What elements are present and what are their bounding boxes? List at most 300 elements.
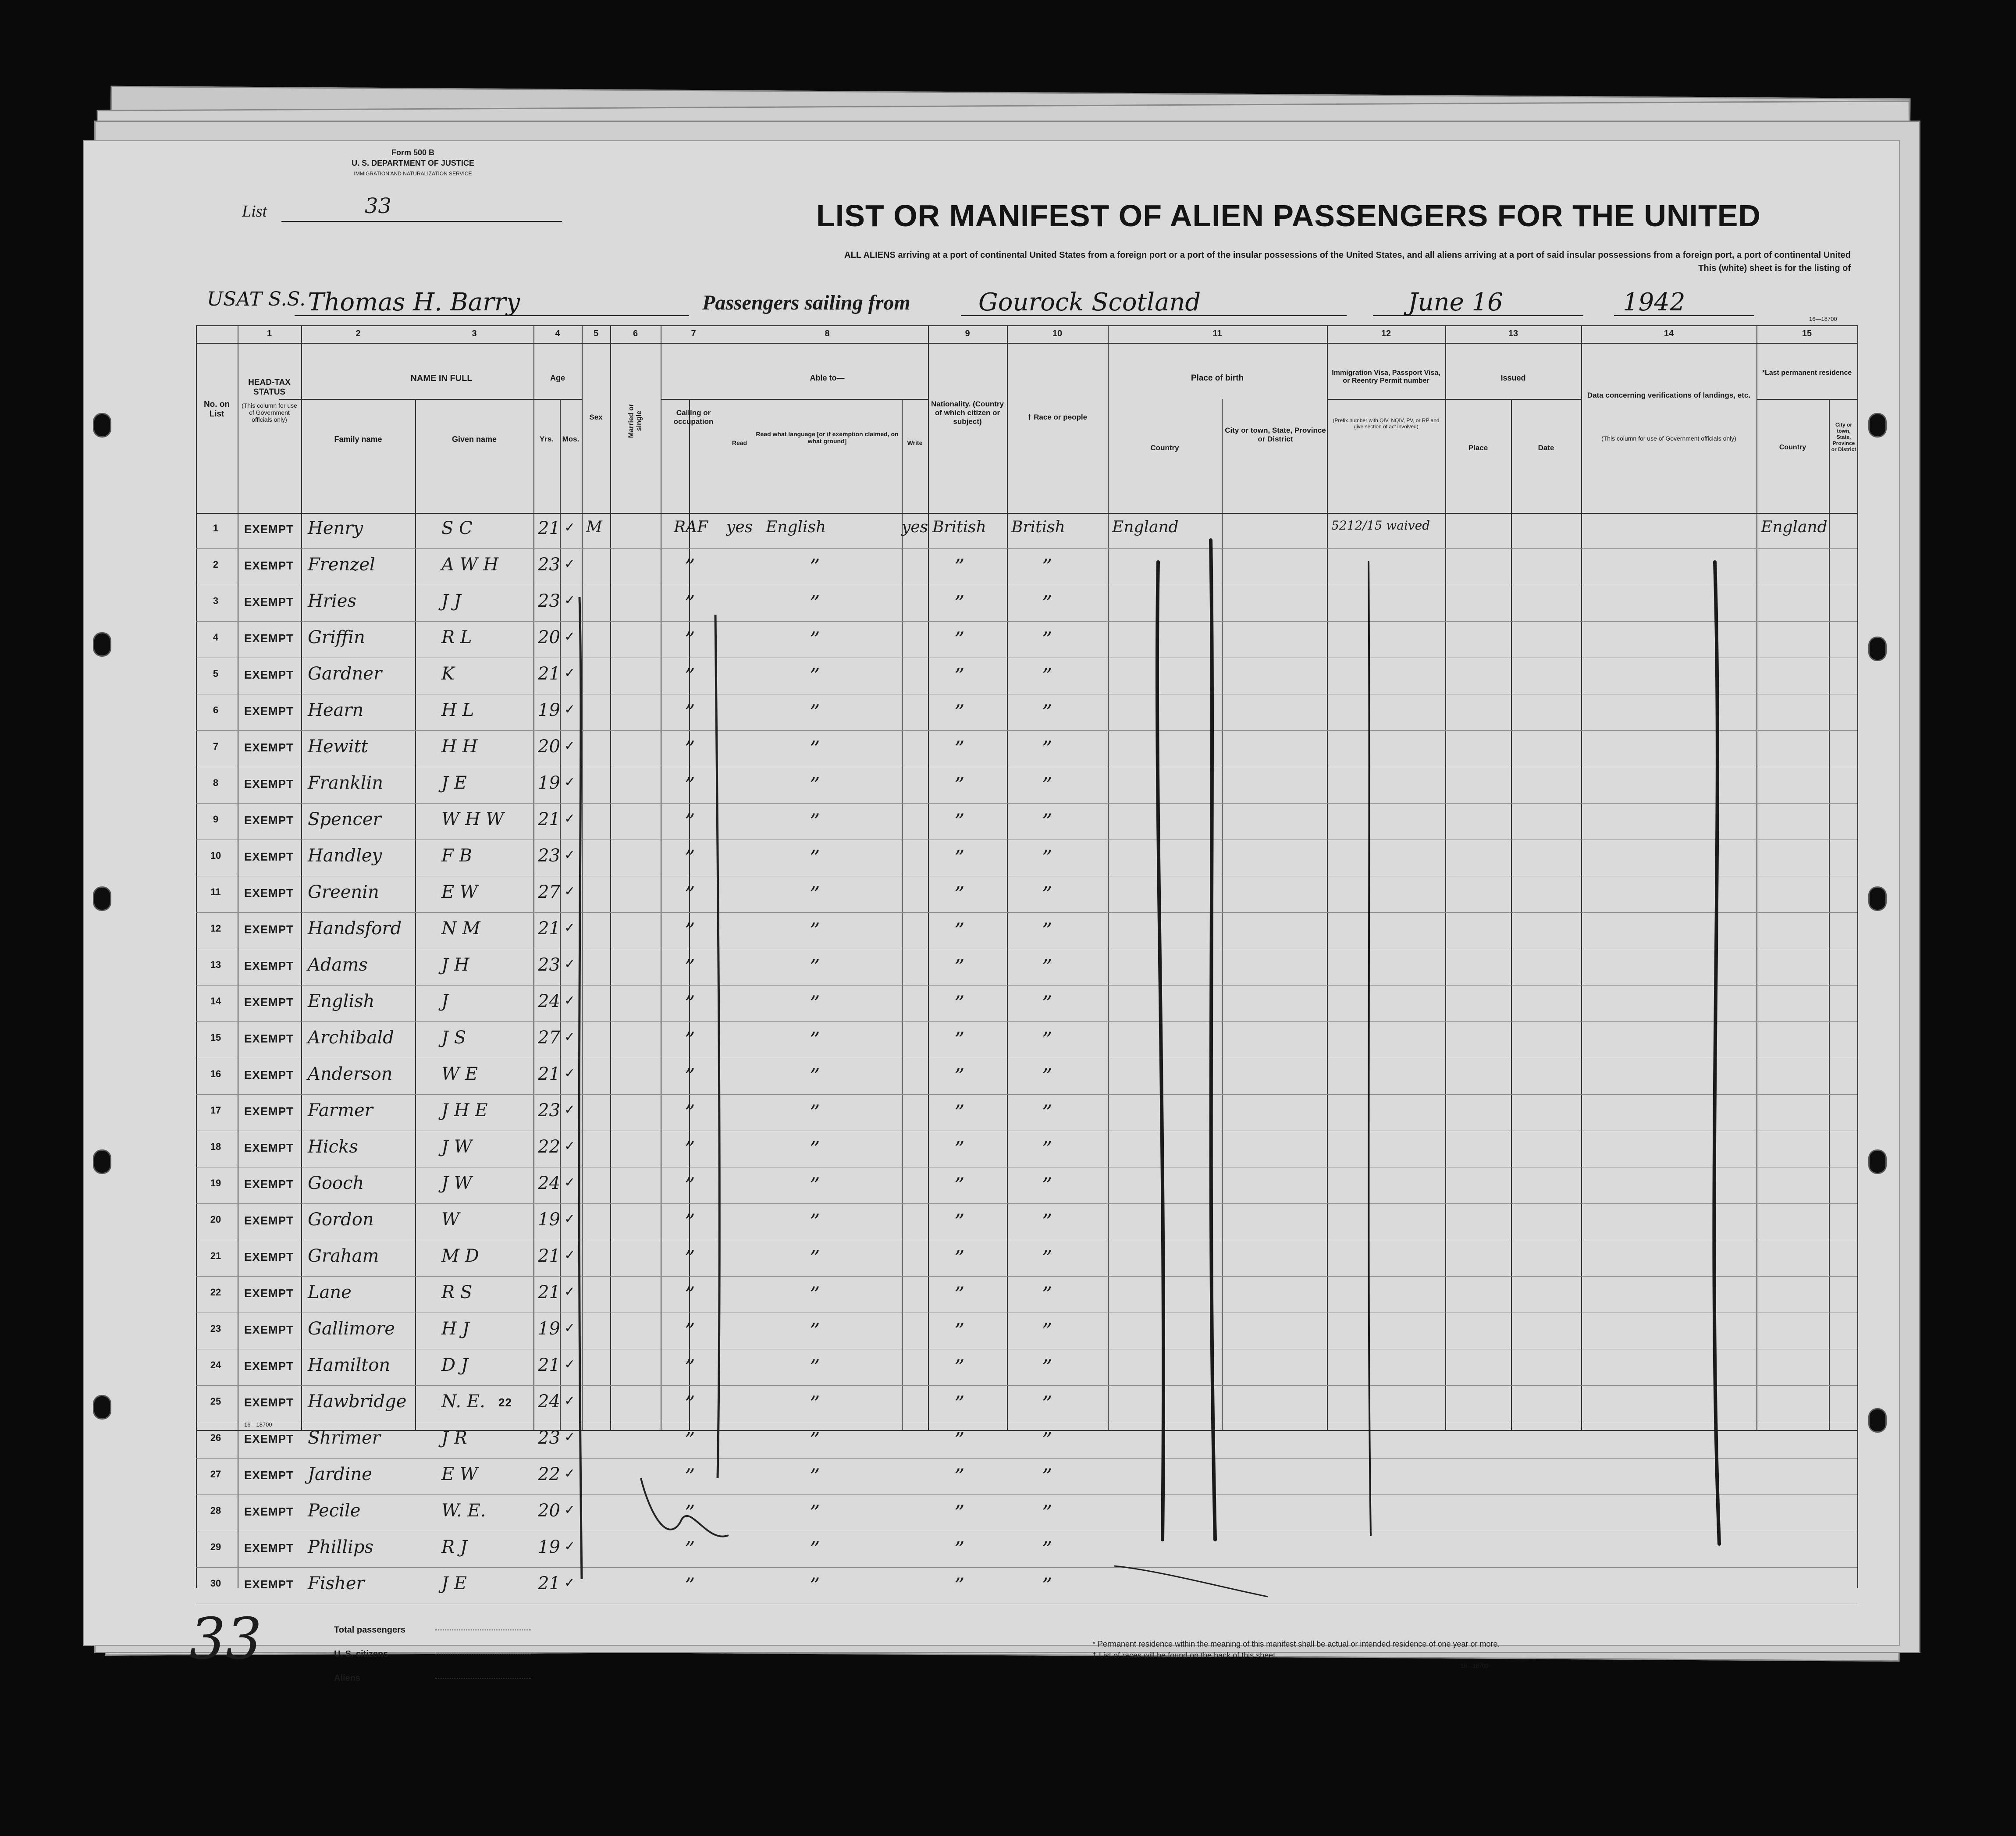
head-tax-status: EXEMPT (244, 1214, 294, 1227)
ditto-mark: ” (1042, 1282, 1052, 1306)
column-number: 5 (593, 329, 599, 338)
header-months: Mos. (562, 435, 580, 443)
column-number: 8 (825, 329, 830, 338)
check-mark-icon: ✓ (564, 593, 576, 608)
ditto-mark: ” (810, 1173, 820, 1197)
header-head-tax-note: (This column for use of Government officials only) (242, 402, 297, 423)
age-years: 19 (538, 700, 560, 720)
given-name: A W H (441, 555, 499, 575)
age-years: 23 (538, 955, 560, 975)
check-mark-icon: ✓ (564, 1320, 576, 1336)
table-row (196, 1204, 1857, 1241)
aliens-label: Aliens (334, 1673, 361, 1683)
ditto-mark: ” (685, 1537, 695, 1561)
family-name: Gardner (308, 664, 382, 684)
family-name: Fisher (308, 1573, 365, 1594)
ditto-mark: ” (1042, 1391, 1052, 1415)
family-name: Frenzel (308, 555, 375, 575)
ditto-mark: ” (1042, 846, 1052, 869)
age-years: 24 (538, 991, 560, 1011)
form-code-top: 16—18700 (1809, 316, 1837, 322)
ditto-mark: ” (685, 737, 695, 760)
ditto-mark: ” (1042, 1355, 1052, 1379)
head-tax-status: EXEMPT (244, 741, 294, 754)
ditto-mark: ” (810, 1573, 820, 1597)
ditto-mark: ” (685, 1573, 695, 1597)
footnote-races: † List of races will be found on the back of this sheet. (1092, 1651, 1278, 1660)
head-tax-status: EXEMPT (244, 923, 294, 936)
ditto-mark: ” (685, 809, 695, 833)
family-name: Handley (308, 846, 382, 866)
given-name: J E (441, 773, 467, 793)
ditto-mark: ” (685, 1064, 695, 1088)
ditto-mark: ” (954, 591, 965, 615)
head-tax-status: EXEMPT (244, 1287, 294, 1300)
ditto-mark: ” (1042, 627, 1052, 651)
age-years: 23 (538, 591, 560, 611)
ditto-mark: ” (685, 1210, 695, 1233)
race: British (1011, 518, 1065, 536)
table-row (196, 804, 1857, 840)
check-mark-icon: ✓ (564, 702, 576, 717)
footnote-residence: * Permanent residence within the meaning of this manifest shall be actual or intended residence of one year or more. (1092, 1640, 1500, 1648)
given-name: J W (441, 1173, 472, 1193)
check-mark-icon: ✓ (564, 957, 576, 972)
given-name: J S (441, 1028, 466, 1048)
ditto-mark: ” (810, 1391, 820, 1415)
row-number: 22 (210, 1287, 221, 1298)
subtitle-line-1: ALL ALIENS arriving at a port of continental United States from a foreign port or a port of the insular possessions of the United States, and all aliens arriving at a port of said insular possessions from a foreign port, a port of continental United (844, 250, 1851, 260)
ditto-mark: ” (1042, 1537, 1052, 1561)
family-name: Gordon (308, 1210, 374, 1230)
age-years: 21 (538, 918, 560, 939)
ditto-mark: ” (954, 1391, 965, 1415)
ditto-mark: ” (954, 555, 965, 578)
row-number: 2 (213, 559, 219, 570)
family-name: Hearn (308, 700, 364, 720)
ditto-mark: ” (810, 991, 820, 1015)
table-row (196, 1386, 1857, 1423)
family-name: Hamilton (308, 1355, 391, 1375)
list-underline (281, 221, 562, 222)
total-passengers-label: Total passengers (334, 1625, 406, 1635)
table-row (196, 1495, 1857, 1532)
handwritten-total: 33 (189, 1605, 262, 1672)
ditto-mark: ” (810, 1137, 820, 1160)
row-annotation: 22 (498, 1396, 512, 1409)
given-name: J E (441, 1573, 467, 1594)
age-years: 23 (538, 1100, 560, 1121)
row-number: 8 (213, 777, 219, 788)
ship-name: Thomas H. Barry (308, 288, 520, 317)
table-row (196, 1423, 1857, 1459)
list-number: 33 (365, 194, 392, 218)
table-row (196, 1131, 1857, 1168)
header-head-tax: HEAD-TAX STATUS (248, 378, 291, 397)
ditto-mark: ” (954, 1028, 965, 1051)
ditto-mark: ” (954, 846, 965, 869)
age-years: 23 (538, 1428, 560, 1448)
header-birth-city: City or town, State, Province or District (1225, 426, 1326, 443)
ditto-mark: ” (954, 1210, 965, 1233)
ditto-mark: ” (1042, 555, 1052, 578)
check-mark-icon: ✓ (564, 1175, 576, 1190)
form-department: U. S. DEPARTMENT OF JUSTICE (352, 159, 474, 167)
age-years: 19 (538, 1210, 560, 1230)
row-number: 18 (210, 1141, 221, 1152)
row-number: 25 (210, 1396, 221, 1407)
ditto-mark: ” (685, 773, 695, 797)
row-number: 7 (213, 741, 219, 752)
family-name: Pecile (308, 1501, 361, 1521)
check-mark-icon: ✓ (564, 665, 576, 681)
head-tax-status: EXEMPT (244, 1432, 294, 1445)
age-years: 21 (538, 664, 560, 684)
table-row (196, 513, 1857, 549)
manifest-sheet (83, 140, 1900, 1683)
row-number: 1 (213, 523, 219, 534)
ditto-mark: ” (954, 773, 965, 797)
header-calling: Calling or occupation (673, 409, 714, 426)
header-given-name: Given name (452, 435, 497, 444)
head-tax-status: EXEMPT (244, 523, 294, 536)
ditto-mark: ” (1042, 1464, 1052, 1488)
given-name: R J (441, 1537, 467, 1557)
ditto-mark: ” (954, 1246, 965, 1270)
column-number: 11 (1212, 329, 1222, 338)
family-name: Anderson (308, 1064, 393, 1084)
ditto-mark: ” (810, 1028, 820, 1051)
row-number: 26 (210, 1432, 221, 1443)
check-mark-icon: ✓ (564, 1248, 576, 1263)
ditto-mark: ” (810, 918, 820, 942)
row-number: 4 (213, 632, 219, 643)
check-mark-icon: ✓ (564, 1139, 576, 1154)
column-number: 13 (1508, 329, 1518, 338)
table-row (196, 549, 1857, 586)
ditto-mark: ” (810, 882, 820, 906)
head-tax-status: EXEMPT (244, 559, 294, 572)
form-code-footer: 16—18700 (1461, 1662, 1489, 1669)
age-years: 21 (538, 518, 560, 538)
row-number: 16 (210, 1068, 221, 1079)
row-number: 30 (210, 1578, 221, 1589)
given-name: W. E. (441, 1501, 486, 1521)
table-row (196, 1022, 1857, 1059)
row-number: 9 (213, 814, 219, 825)
ditto-mark: ” (685, 1137, 695, 1160)
departure-date: June 16 (1408, 288, 1503, 317)
ditto-mark: ” (1042, 1210, 1052, 1233)
row-number: 10 (210, 850, 221, 861)
header-write: Write (907, 439, 923, 446)
family-name: Hewitt (308, 737, 368, 757)
family-name: Handsford (308, 918, 402, 939)
row-number: 12 (210, 923, 221, 934)
head-tax-status: EXEMPT (244, 668, 294, 681)
given-name: S C (441, 518, 473, 538)
row-number: 6 (213, 705, 219, 715)
header-sex: Sex (589, 413, 603, 421)
check-mark-icon: ✓ (564, 920, 576, 936)
given-name: J (441, 991, 449, 1011)
ditto-mark: ” (685, 882, 695, 906)
family-name: Hawbridge (308, 1391, 407, 1412)
ditto-mark: ” (1042, 1100, 1052, 1124)
family-name: Henry (308, 518, 363, 538)
occupation: RAF (674, 518, 708, 536)
given-name: K (441, 664, 455, 684)
ditto-mark: ” (685, 1464, 695, 1488)
header-able-to: Able to— (810, 374, 845, 382)
ditto-mark: ” (810, 591, 820, 615)
head-tax-status: EXEMPT (244, 1032, 294, 1045)
check-mark-icon: ✓ (564, 1029, 576, 1045)
form-service: IMMIGRATION AND NATURALIZATION SERVICE (354, 171, 472, 177)
head-tax-status: EXEMPT (244, 632, 294, 645)
given-name: W H W (441, 809, 504, 829)
head-tax-status: EXEMPT (244, 1250, 294, 1263)
ditto-mark: ” (954, 627, 965, 651)
column-number: 7 (691, 329, 696, 338)
age-years: 20 (538, 627, 560, 648)
read: yes (726, 518, 753, 536)
form-code-bottom: 16—18700 (244, 1421, 272, 1428)
head-tax-status: EXEMPT (244, 1469, 294, 1482)
check-mark-icon: ✓ (564, 738, 576, 754)
ditto-mark: ” (954, 955, 965, 978)
age-years: 23 (538, 555, 560, 575)
ditto-mark: ” (1042, 918, 1052, 942)
ditto-mark: ” (810, 1537, 820, 1561)
table-row (196, 1095, 1857, 1131)
form-number: Form 500 B (391, 148, 435, 157)
given-name: H L (441, 700, 474, 720)
ditto-mark: ” (685, 846, 695, 869)
head-tax-status: EXEMPT (244, 777, 294, 790)
table-row (196, 1168, 1857, 1204)
ditto-mark: ” (954, 1464, 965, 1488)
table-row (196, 622, 1857, 658)
ditto-mark: ” (1042, 1246, 1052, 1270)
check-mark-icon: ✓ (564, 1357, 576, 1372)
ditto-mark: ” (810, 1319, 820, 1342)
check-mark-icon: ✓ (564, 1575, 576, 1590)
head-tax-status: EXEMPT (244, 705, 294, 718)
header-language: Read what language [or if exemption claimed, on what ground] (756, 431, 899, 445)
check-mark-icon: ✓ (564, 520, 576, 535)
row-number: 27 (210, 1469, 221, 1480)
age-years: 19 (538, 773, 560, 793)
table-row (196, 658, 1857, 695)
age-years: 22 (538, 1464, 560, 1484)
ditto-mark: ” (810, 1100, 820, 1124)
table-row (196, 768, 1857, 804)
column-number: 1 (267, 329, 272, 338)
table-row (196, 1313, 1857, 1350)
header-visa-note: (Prefix number with QIV, NQIV, PV, or RP and give section of act involved) (1333, 417, 1440, 430)
ditto-mark: ” (954, 1537, 965, 1561)
check-mark-icon: ✓ (564, 1502, 576, 1518)
row-number: 3 (213, 595, 219, 606)
column-number: 4 (555, 329, 560, 338)
ditto-mark: ” (810, 1428, 820, 1452)
column-number: 2 (356, 329, 361, 338)
family-name: Graham (308, 1246, 379, 1266)
header-read: Read (732, 439, 747, 446)
ditto-mark: ” (810, 1355, 820, 1379)
us-citizens-label: U. S. citizens (334, 1649, 388, 1659)
age-years: 22 (538, 1137, 560, 1157)
head-tax-status: EXEMPT (244, 959, 294, 972)
ditto-mark: ” (954, 809, 965, 833)
age-years: 27 (538, 882, 560, 902)
ditto-mark: ” (685, 591, 695, 615)
ditto-mark: ” (954, 1282, 965, 1306)
ditto-mark: ” (1042, 1501, 1052, 1524)
footnotes (1092, 1638, 1500, 1661)
language: English (766, 518, 826, 536)
head-tax-status: EXEMPT (244, 1396, 294, 1409)
column-number: 3 (472, 329, 477, 338)
ditto-mark: ” (1042, 700, 1052, 724)
column-number: 10 (1052, 329, 1063, 338)
given-name: N M (441, 918, 480, 939)
age-years: 21 (538, 1064, 560, 1084)
ditto-mark: ” (954, 1501, 965, 1524)
ditto-mark: ” (954, 700, 965, 724)
age-years: 21 (538, 1246, 560, 1266)
check-mark-icon: ✓ (564, 775, 576, 790)
page-subtitle (496, 249, 1851, 275)
ditto-mark: ” (954, 1319, 965, 1342)
head-tax-status: EXEMPT (244, 1105, 294, 1118)
given-name: H H (441, 737, 478, 757)
ditto-mark: ” (685, 1100, 695, 1124)
given-name: J H E (441, 1100, 488, 1121)
departure-port: Gourock Scotland (978, 288, 1201, 317)
age-years: 24 (538, 1391, 560, 1412)
head-tax-status: EXEMPT (244, 886, 294, 900)
ditto-mark: ” (1042, 1173, 1052, 1197)
ship-prefix: USAT S.S. (207, 288, 306, 310)
family-name: Archibald (308, 1028, 394, 1048)
table-row (196, 950, 1857, 986)
family-name: Greenin (308, 882, 379, 902)
given-name: M D (441, 1246, 479, 1266)
ditto-mark: ” (685, 700, 695, 724)
family-name: Farmer (308, 1100, 373, 1121)
ditto-mark: ” (685, 627, 695, 651)
check-mark-icon: ✓ (564, 629, 576, 644)
ditto-mark: ” (954, 1355, 965, 1379)
given-name: N. E. (441, 1391, 485, 1412)
ditto-mark: ” (810, 1282, 820, 1306)
ditto-mark: ” (954, 1064, 965, 1088)
table-row (196, 877, 1857, 913)
table-row (196, 1059, 1857, 1095)
ditto-mark: ” (1042, 591, 1052, 615)
header-verification-note: (This column for use of Government officials only) (1601, 435, 1736, 442)
table-row (196, 1241, 1857, 1277)
ditto-mark: ” (810, 773, 820, 797)
head-tax-status: EXEMPT (244, 996, 294, 1009)
column-number: 14 (1664, 329, 1674, 338)
ditto-mark: ” (810, 846, 820, 869)
age-years: 27 (538, 1028, 560, 1048)
family-name: Hicks (308, 1137, 358, 1157)
age-years: 20 (538, 1501, 560, 1521)
head-tax-status: EXEMPT (244, 595, 294, 608)
row-number: 19 (210, 1178, 221, 1188)
ditto-mark: ” (685, 1319, 695, 1342)
sailing-label: Passengers sailing from (702, 291, 910, 314)
family-name: Lane (308, 1282, 352, 1302)
table-row (196, 1532, 1857, 1568)
row-number: 24 (210, 1359, 221, 1370)
age-years: 23 (538, 846, 560, 866)
check-mark-icon: ✓ (564, 556, 576, 572)
ditto-mark: ” (810, 1501, 820, 1524)
head-tax-status: EXEMPT (244, 1141, 294, 1154)
head-tax-status: EXEMPT (244, 850, 294, 863)
ditto-mark: ” (810, 1246, 820, 1270)
row-number: 13 (210, 959, 221, 970)
ditto-mark: ” (685, 1355, 695, 1379)
write: yes (902, 518, 928, 536)
ditto-mark: ” (810, 955, 820, 978)
ditto-mark: ” (1042, 1428, 1052, 1452)
list-label: List (242, 202, 267, 221)
ditto-mark: ” (1042, 1137, 1052, 1160)
ditto-mark: ” (810, 737, 820, 760)
header-no-on-list: No. on List (203, 400, 230, 419)
family-name: Gooch (308, 1173, 364, 1193)
header-place-of-birth: Place of birth (1191, 374, 1244, 383)
header-family-name: Family name (334, 435, 382, 444)
header-birth-country: Country (1150, 444, 1179, 452)
check-mark-icon: ✓ (564, 1102, 576, 1117)
birth-country: England (1112, 518, 1179, 536)
age-years: 21 (538, 1573, 560, 1594)
row-number: 23 (210, 1323, 221, 1334)
ditto-mark: ” (1042, 1319, 1052, 1342)
head-tax-status: EXEMPT (244, 1178, 294, 1191)
table-row (196, 1277, 1857, 1313)
ditto-mark: ” (954, 1137, 965, 1160)
column-number: 6 (633, 329, 638, 338)
family-name: Adams (308, 955, 368, 975)
family-name: Jardine (308, 1464, 372, 1484)
family-name: Spencer (308, 809, 381, 829)
row-number: 28 (210, 1505, 221, 1516)
table-row (196, 986, 1857, 1022)
column-number: 12 (1381, 329, 1391, 338)
given-name: J J (441, 591, 461, 611)
header-issued-place: Place (1468, 444, 1488, 452)
ditto-mark: ” (685, 664, 695, 687)
given-name: W (441, 1210, 460, 1230)
header-nationality: Nationality. (Country of which citizen or subject) (931, 400, 1004, 426)
column-number: 9 (965, 329, 970, 338)
ditto-mark: ” (810, 809, 820, 833)
form-identifier (321, 147, 505, 179)
check-mark-icon: ✓ (564, 1539, 576, 1554)
header-verification: Data concerning verifications of landings, etc. (1587, 391, 1751, 399)
ditto-mark: ” (685, 555, 695, 578)
row-number: 14 (210, 996, 221, 1007)
row-number: 21 (210, 1250, 221, 1261)
